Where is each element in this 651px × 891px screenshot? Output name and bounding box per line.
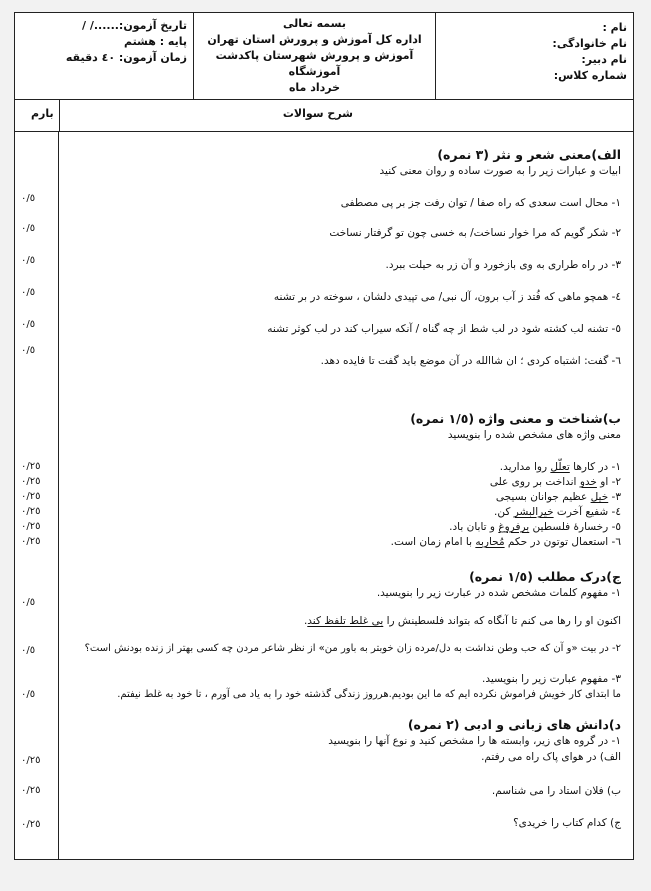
questions-column-title: شرح سوالات (282, 107, 353, 120)
section-c-title: ج)درک مطلب (١/٥ نمره) (469, 569, 621, 584)
underlined-word: خدو (579, 476, 597, 488)
underlined-word: خیرالبشر (513, 506, 554, 518)
score-b-3: ٠/٢٥ (21, 491, 41, 502)
school-label: آموزشگاه (288, 65, 341, 78)
score-a-3: ٠/٥ (21, 255, 36, 266)
score-c-1: ٠/٥ (21, 597, 36, 608)
section-a-title: الف)معنی شعر و نثر (۳ نمره) (437, 147, 621, 162)
section-a-item-2: ٢- شکر گویم که مرا خوار نساخت/ به خسی چون تو گرفتار نساخت (329, 227, 621, 239)
section-a-item-1: ١- محال است سعدی که راه صفا / توان رفت جز بر پی مصطفی (340, 197, 621, 209)
student-info-box (435, 13, 633, 99)
section-b-item-1 (500, 461, 621, 473)
score-c-2: ٠/٥ (21, 645, 36, 656)
section-a-item-6: ٦- گفت: اشتباه کردی ؛ ان شاالله در آن موضع باید گفت تا فایده دهد. (320, 355, 621, 367)
section-b-instruction: معنی واژه های مشخص شده را بنویسید (447, 429, 621, 441)
section-d-item-2: ب) فلان استاد را می شناسم. (491, 785, 621, 797)
section-c-quote-3: ما ابتدای کار خویش فراموش نکرده ایم که ما این بودیم.هرروز زندگی گذشته خود را به یاد می آورم ، تا خود به غلط نیفتم. (117, 689, 621, 700)
item-text-pre: ٥- رخسارهٔ فلسطین (529, 521, 621, 533)
section-b-item-2 (490, 476, 621, 488)
item-text-post: عظیم جوانان بسیجی (495, 491, 591, 503)
quote-text-pre: اکنون او را رها می کنم تا آنگاه که بتواند فلسطینش را (383, 615, 621, 627)
section-d-question-1: ١- در گروه های زیر، وابسته ها را مشخص کنید و نوع آنها را بنویسید (328, 735, 621, 747)
student-name-label: نام : (602, 21, 627, 34)
section-d-item-3: ج) کدام کتاب را خریدی؟ (513, 817, 621, 829)
item-text-post: روا مدارید. (499, 461, 551, 473)
item-text-post: با امام زمان است. (390, 536, 476, 548)
score-a-4: ٠/٥ (21, 287, 36, 298)
section-d-item-1: الف) در هوای پاک راه می رفتم. (481, 751, 621, 763)
section-b-item-4 (494, 506, 621, 518)
score-column-title: بارم (31, 107, 54, 120)
item-text-pre: ٣- (608, 491, 621, 503)
score-b-2: ٠/٢٥ (21, 476, 41, 487)
section-a-item-5: ٥- تشنه لب کشته شود در لب شط از چه گناه / آنکه سیراب کند در لب کوثر تشنه (267, 323, 621, 335)
exam-header (15, 13, 633, 100)
item-text-post: کن. (494, 506, 514, 518)
score-a-6: ٠/٥ (21, 345, 36, 356)
quote-text-post: . (303, 615, 308, 627)
teacher-name-label: نام دبیر: (581, 53, 627, 66)
org-city: آموزش و پرورش شهرستان پاکدشت (215, 49, 414, 62)
score-a-1: ٠/٥ (21, 193, 36, 204)
org-province: اداره کل آموزش و پرورش استان تهران (207, 33, 422, 46)
score-d-2: ٠/٢٥ (21, 785, 41, 796)
section-b-title: ب)شناخت و معنی واژه (١/٥ نمره) (410, 411, 621, 426)
section-b-item-6 (391, 536, 621, 548)
score-b-1: ٠/٢٥ (21, 461, 41, 472)
score-b-5: ٠/٢٥ (21, 521, 41, 532)
score-c-3: ٠/٥ (21, 689, 36, 700)
exam-date-label: تاریخ آزمون:....../ / (81, 19, 187, 32)
underlined-word: برفروغ (498, 521, 530, 533)
class-number-label: شماره کلاس: (553, 69, 627, 82)
item-text-post: و تابان باد. (449, 521, 499, 533)
score-b-6: ٠/٢٥ (21, 536, 41, 547)
score-a-2: ٠/٥ (21, 223, 36, 234)
item-text-pre: ١- در کارها (569, 461, 621, 473)
item-text-pre: ٤- شفیع آخرت (553, 506, 621, 518)
score-a-5: ٠/٥ (21, 319, 36, 330)
duration-label: زمان آزمون: ٤٠ دقیقه (65, 51, 187, 64)
section-c-question-3: ٣- مفهوم عبارت زیر را بنویسید. (481, 673, 621, 685)
score-d-1: ٠/٢٥ (21, 755, 41, 766)
section-c-question-1: ١- مفهوم کلمات مشخص شده در عبارت زیر را بنویسید. (376, 587, 621, 599)
section-a-item-4: ٤- همچو ماهی که فُتد ز آب برون، آل نبی/ می تپیدی دلشان ، سوخته در بر تشنه (273, 291, 621, 303)
section-a-item-3: ٣- در راه طراری به وی بازخورد و آن زر به حیلت ببرد. (385, 259, 621, 271)
item-text-pre: ٦- استعمال توتون در حکم (504, 536, 621, 548)
score-d-3: ٠/٢٥ (21, 819, 41, 830)
section-b-item-5 (449, 521, 621, 533)
score-b-4: ٠/٢٥ (21, 506, 41, 517)
underlined-phrase: بی غلط تلفظ کند (307, 615, 384, 627)
section-c-question-2: ٢- در بیت «و آن که حب وطن نداشت به دل/مرده زان خوبتر به باور من» از نظر شاعر مردن چه کسی بهتر از زنده بودنش است؟ (84, 643, 621, 654)
section-d-title: د)دانش های زبانی و ادبی (٢ نمره) (407, 717, 621, 732)
basmala: بسمه تعالی (283, 17, 346, 30)
student-family-label: نام خانوادگی: (552, 37, 627, 50)
underlined-word: تعلّل (550, 461, 570, 473)
exam-month: خرداد ماه (288, 81, 341, 94)
exam-info-box (15, 13, 193, 99)
title-divider (59, 99, 60, 131)
section-b-item-3 (496, 491, 621, 503)
item-text-pre: ٢- او (596, 476, 621, 488)
exam-sheet (14, 12, 634, 860)
item-text-post: انداخت بر روی علی (489, 476, 580, 488)
underlined-word: مُحاربه (475, 536, 505, 548)
column-title-bar (15, 99, 633, 132)
underlined-word: خیل (590, 491, 609, 503)
school-info-box (193, 13, 435, 99)
section-a-instruction: ابیات و عبارات زیر را به صورت ساده و روان معنی کنید (379, 165, 621, 177)
section-c-quote-1 (304, 615, 621, 627)
grade-label: پایه : هشتم (123, 35, 187, 48)
